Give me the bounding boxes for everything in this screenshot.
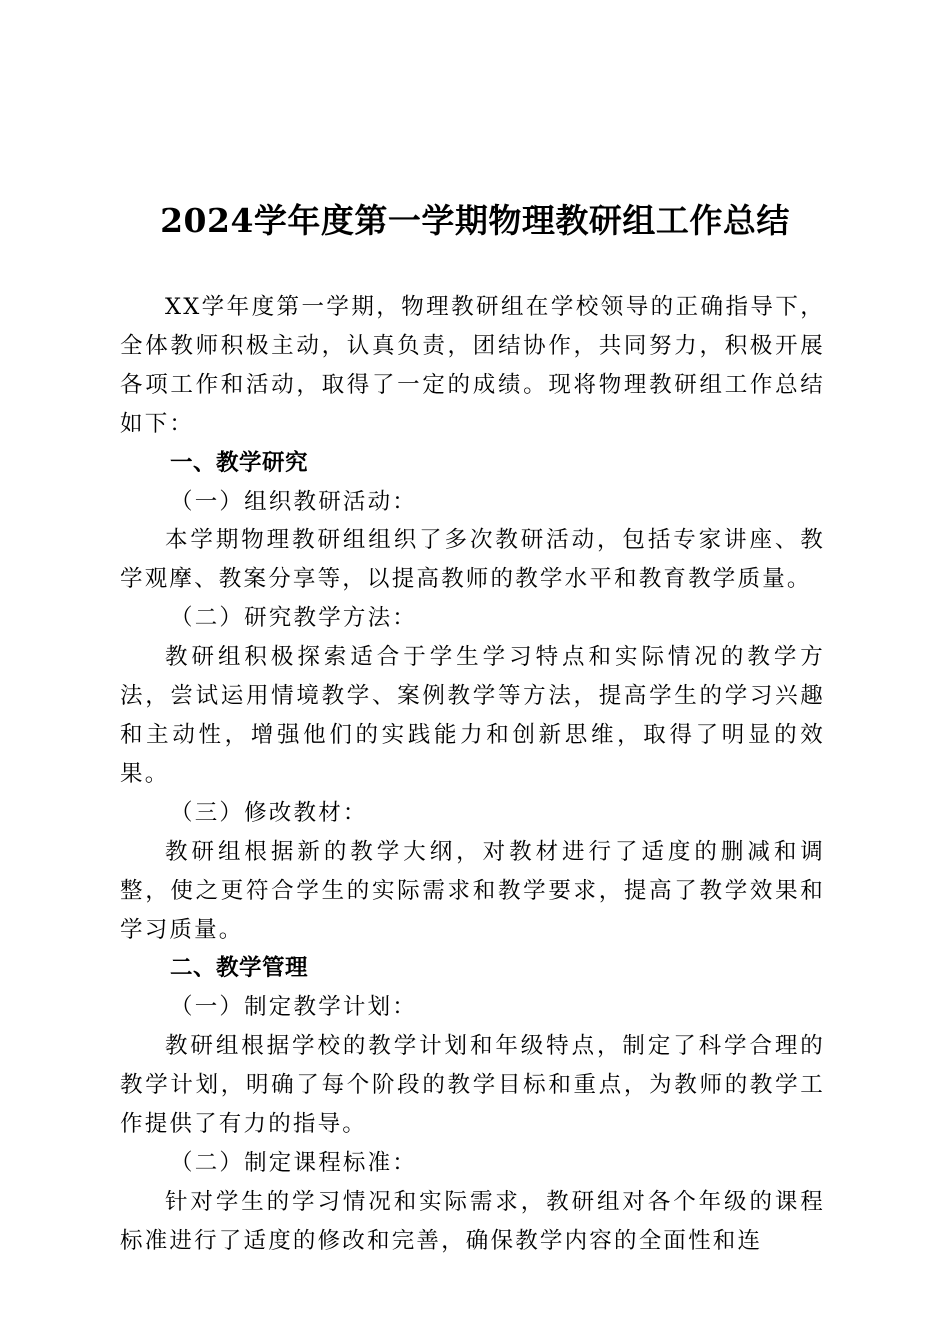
section-heading-teaching-management: 二、教学管理 [170,955,309,982]
paragraph-organize-activities: 本学期物理教研组组织了多次教研活动，包括专家讲座、教学观摩、教案分享等，以提高教师的教学水平和教育教学质量。 [120,527,825,593]
document-title: 2024学年度第一学期物理教研组工作总结 [160,201,790,240]
subheading-curriculum-standards: （二）制定课程标准： [170,1149,418,1176]
intro-paragraph: XX学年度第一学期，物理教研组在学校领导的正确指导下，全体教师积极主动，认真负责，团结协作，共同努力，积极开展各项工作和活动，取得了一定的成绩。现将物理教研组工作总结如下： [120,294,825,437]
document-body [120,288,825,1261]
subheading-research-methods: （二）研究教学方法： [170,605,418,632]
paragraph-research-methods: 教研组积极探索适合于学生学习特点和实际情况的教学方法，尝试运用情境教学、案例教学等方法，提高学生的学习兴趣和主动性，增强他们的实践能力和创新思维，取得了明显的效果。 [120,644,825,787]
subheading-revise-textbooks: （三）修改教材： [170,799,368,826]
subheading-teaching-plan: （一）制定教学计划： [170,994,418,1021]
paragraph-revise-textbooks: 教研组根据新的教学大纲，对教材进行了适度的删减和调整，使之更符合学生的实际需求和教学要求，提高了教学效果和学习质量。 [120,838,825,943]
section-heading-teaching-research: 一、教学研究 [170,449,309,476]
subheading-organize-activities: （一）组织教研活动： [170,488,418,515]
paragraph-teaching-plan: 教研组根据学校的教学计划和年级特点，制定了科学合理的教学计划，明确了每个阶段的教学目标和重点，为教师的教学工作提供了有力的指导。 [120,1033,825,1138]
paragraph-curriculum-standards: 针对学生的学习情况和实际需求，教研组对各个年级的课程标准进行了适度的修改和完善，确保教学内容的全面性和连 [120,1188,825,1254]
